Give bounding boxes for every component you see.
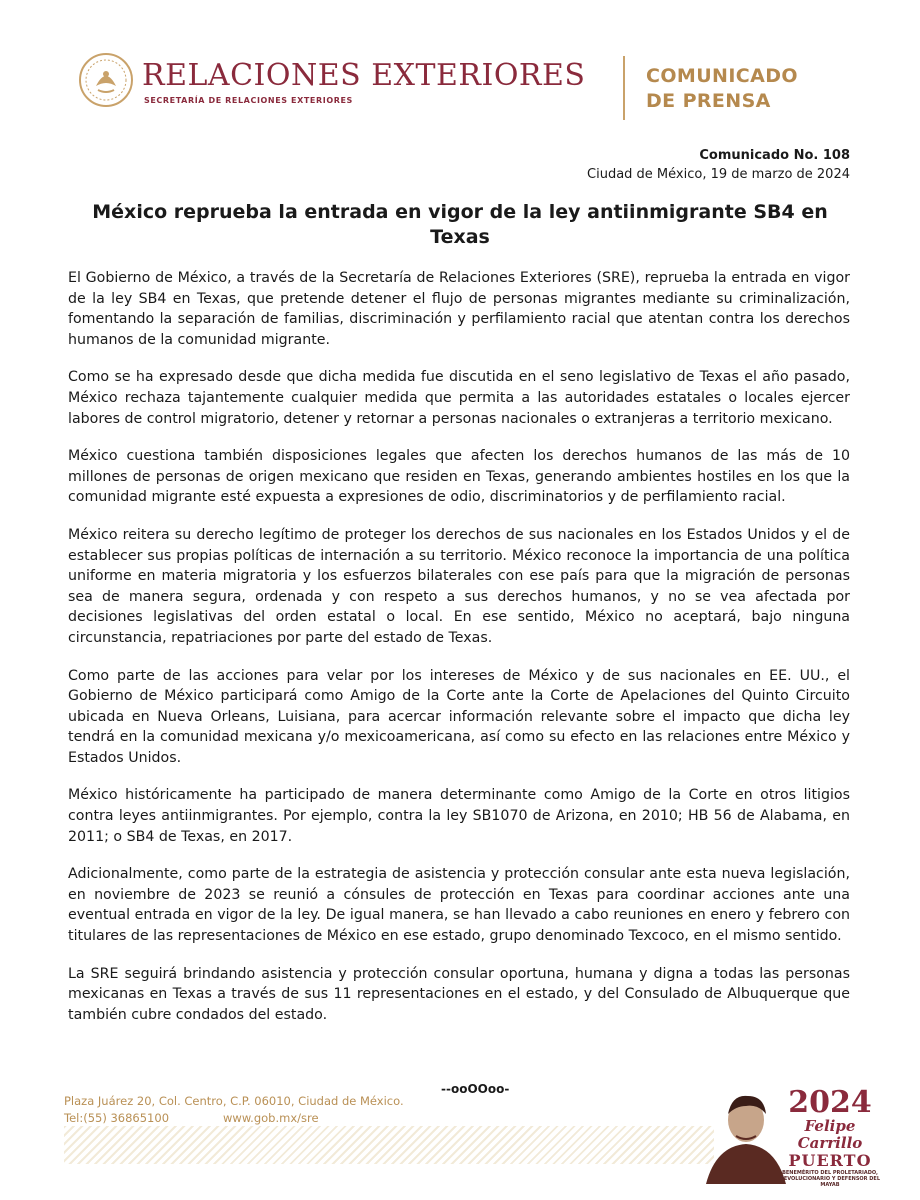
press-release-label bbox=[646, 64, 798, 114]
press-line-2: DE PRENSA bbox=[646, 90, 771, 112]
document-body bbox=[68, 268, 850, 1042]
brand-title: RELACIONES EXTERIORES bbox=[142, 58, 586, 93]
paragraph: México reitera su derecho legítimo de proteger los derechos de sus nacionales en los Estados Unidos y el de establecer sus propias políticas de internación a su territorio. México reconoce la importancia de una política uniforme en materia migratoria y los esfuerzos bilaterales con ese país para que la migración de personas sea de manera segura, ordenada y con respeto a sus derechos humanos, y no se vea afectada por decisiones legislativas del orden estatal o local. En ese sentido, México no aceptará, bajo ninguna circunstancia, repatriaciones por parte del estado de Texas. bbox=[68, 526, 850, 646]
press-line-1: COMUNICADO bbox=[646, 65, 798, 87]
letterhead bbox=[78, 52, 858, 132]
paragraph: Adicionalmente, como parte de la estrategia de asistencia y protección consular ante esta nueva legislación, en noviembre de 2023 se reunió a cónsules de protección en Texas para coordinar acciones ante una eventual entrada en vigor de la ley. De igual manera, se han llevado a cabo reuniones en enero y febrero con titulares de las representaciones de México en ese estado, grupo denominado Texcoco, en el mismo sentido. bbox=[68, 866, 850, 945]
paragraph: México históricamente ha participado de manera determinante como Amigo de la Corte en otros litigios contra leyes antiinmigrantes. Por ejemplo, contra la ley SB1070 de Arizona, en 2010; HB 56 de Alabama, en 2011; o SB4 de Texas, en 2017. bbox=[68, 787, 850, 845]
end-separator: --ooOOoo- bbox=[441, 1082, 510, 1096]
year-logo-year: 2024 bbox=[788, 1085, 872, 1120]
year-logo-caption: BENEMÉRITO DEL PROLETARIADO, REVOLUCIONARIO Y DEFENSOR DEL MAYAB bbox=[779, 1170, 881, 1188]
paragraph: Como se ha expresado desde que dicha medida fue discutida en el seno legislativo de Texas el año pasado, México rechaza tajantemente cualquier medida que permita a las autoridades estatales o locales ejercer labores de control migratorio, detener y retornar a personas nacionales o extranjeras a territorio mexicano. bbox=[68, 369, 850, 427]
footer-pattern bbox=[64, 1126, 714, 1164]
footer-address: Plaza Juárez 20, Col. Centro, C.P. 06010, Ciudad de México. bbox=[64, 1094, 404, 1108]
paragraph: México cuestiona también disposiciones legales que afecten los derechos humanos de las más de 10 millones de personas de origen mexicano que residen en Texas, generando ambientes hostiles en los que la comunidad migrante esté expuesta a expresiones de odio, discriminatorios y de perfilamiento racial. bbox=[68, 448, 850, 506]
paragraph: Como parte de las acciones para velar por los intereses de México y de sus nacionales en EE. UU., el Gobierno de México participará como Amigo de la Corte ante la Corte de Apelaciones del Quinto Circuito ubicada en Nueva Orleans, Luisiana, para acercar información relevante sobre el impacto que dicha ley tendrá en la comunidad mexicana y/o mexicoamericana, así como su efecto en las relaciones entre México y Estados Unidos. bbox=[68, 667, 850, 766]
header-divider bbox=[623, 56, 625, 120]
communique-number: Comunicado No. 108 bbox=[699, 148, 850, 163]
footer-website[interactable]: www.gob.mx/sre bbox=[223, 1111, 319, 1125]
footer-phone: Tel:(55) 36865100 bbox=[64, 1111, 170, 1125]
brand-subtitle: SECRETARÍA DE RELACIONES EXTERIORES bbox=[144, 96, 353, 105]
year-logo-name: Felipe Carrillo bbox=[797, 1117, 863, 1152]
year-logo bbox=[770, 1085, 890, 1188]
footer-contact bbox=[64, 1093, 404, 1127]
document-title: México reprueba la entrada en vigor de la ley antiinmigrante SB4 en Texas bbox=[92, 201, 828, 248]
paragraph: El Gobierno de México, a través de la Secretaría de Relaciones Exteriores (SRE), reprueba la entrada en vigor de la ley SB4 en Texas, que pretende detener el flujo de personas migrantes mediante su criminalización, fomentando la separación de familias, discriminación y perfilamiento racial que atentan contra los derechos humanos de la comunidad migrante. bbox=[68, 270, 850, 348]
mexico-seal-icon bbox=[78, 52, 134, 108]
communique-meta bbox=[587, 146, 850, 184]
paragraph: La SRE seguirá brindando asistencia y protección consular oportuna, humana y digna a todas las personas mexicanas en Texas a través de sus 11 representaciones en el estado, y del Consulado de Albuquerque que también cubre condados del estado. bbox=[68, 965, 850, 1023]
place-date: Ciudad de México, 19 de marzo de 2024 bbox=[587, 167, 850, 182]
year-logo-surname: PUERTO bbox=[788, 1151, 872, 1170]
